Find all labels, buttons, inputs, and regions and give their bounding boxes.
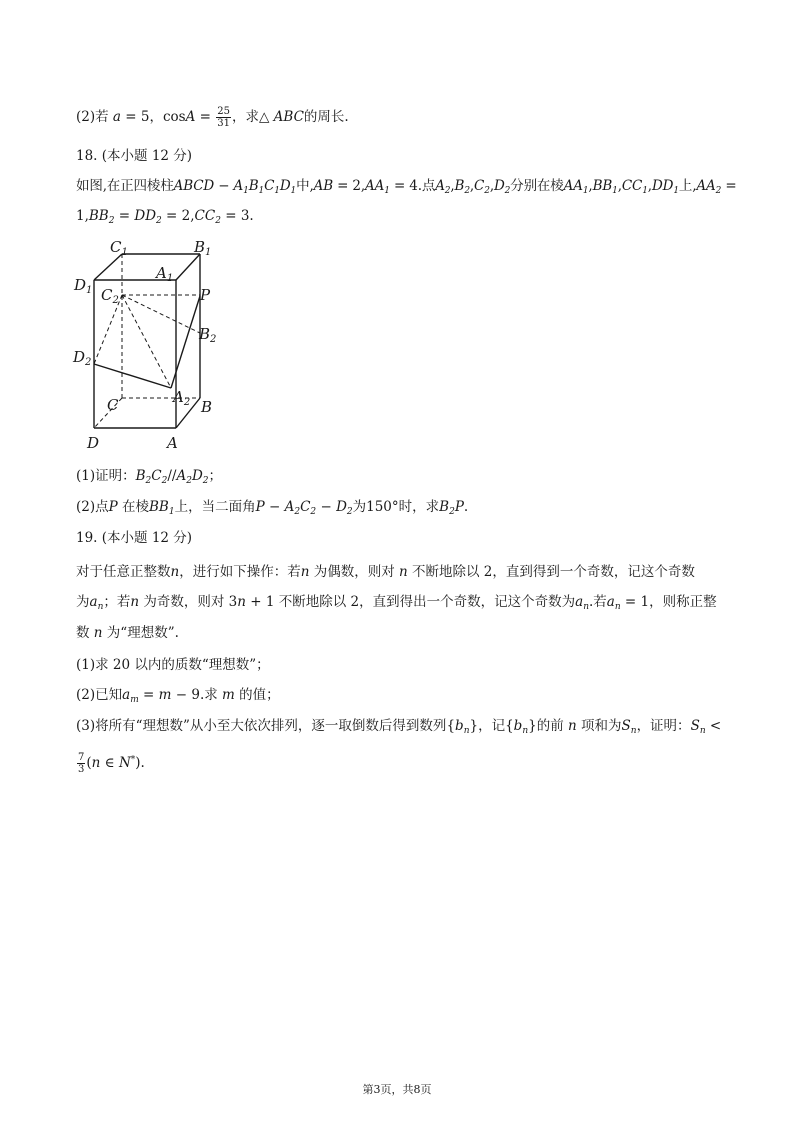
q19-p1-c: 为偶数，则对 bbox=[313, 564, 395, 580]
prism-figure bbox=[70, 238, 230, 458]
fraction-25-31: $\frac{25}{31}$ bbox=[217, 106, 230, 129]
q19-part3-b: ，记 bbox=[478, 718, 506, 734]
q18-header: 18. (本小题 12 分) bbox=[76, 148, 193, 164]
q19-part2-c: 的值； bbox=[239, 687, 280, 703]
q19-part2-a: (2)已知 bbox=[76, 687, 123, 703]
q17-sep: ， bbox=[149, 109, 163, 125]
q19-header: 19. (本小题 12 分) bbox=[76, 530, 193, 546]
q19-part2-b: .求 bbox=[199, 687, 218, 703]
q19-part3-line1: (3)将所有“理想数”从小至大依次排列，逐一取倒数后得到数列$\{b_n\}$，记$\{b_n\}$的前 n 项和为$S_n$，证明：$S_n$ < bbox=[76, 718, 722, 736]
label-A: A bbox=[167, 434, 178, 452]
q17-part2-suffix: ，求 bbox=[231, 109, 259, 125]
q19-part3-d: 项和为 bbox=[581, 718, 622, 734]
q18-part1-suffix: ； bbox=[208, 468, 223, 484]
q19-p1-a: 对于任意正整数 bbox=[76, 564, 171, 580]
q19-p2-c: 为奇数，则对 bbox=[143, 594, 225, 610]
q19-p2-b: ；若 bbox=[103, 594, 131, 610]
q19-part3-f: . bbox=[140, 755, 145, 771]
q19-part3-c: 的前 bbox=[536, 718, 564, 734]
label-D: D bbox=[87, 434, 100, 452]
q18-part2-e: . bbox=[463, 499, 469, 515]
q19-para-line1: 对于任意正整数n，进行如下操作：若n 为偶数，则对 n 不断地除以 2，直到得到一个奇数，记这个奇数 bbox=[76, 564, 695, 580]
label-D2: $D_2$ bbox=[73, 348, 92, 368]
q19-para-line2: 为$a_n$；若n 为奇数，则对 3n + 1 不断地除以 2，直到得出一个奇数，记这个奇数为$a_n$.若$a_n = 1$，则称正整 bbox=[76, 594, 717, 612]
q19-p1-b: ，进行如下操作：若 bbox=[179, 564, 301, 580]
label-B1: $B_1$ bbox=[194, 238, 212, 258]
q18-part1: (1)证明：$B_2C_2//A_2D_2$； bbox=[76, 468, 223, 486]
label-C2: $C_2$ bbox=[101, 286, 119, 306]
q18-intro-c: .点 bbox=[417, 178, 436, 194]
q19-part1: (1)求 20 以内的质数“理想数”； bbox=[76, 657, 270, 673]
label-A1: $A_1$ bbox=[156, 264, 174, 284]
q18-intro-a: 如图,在正四棱柱 bbox=[76, 178, 174, 194]
q19-part3-a: (3)将所有“理想数”从小至大依次排列，逐一取倒数后得到数列 bbox=[76, 718, 447, 734]
q19-part2: (2)已知$a_m = m - 9$.求 m 的值； bbox=[76, 687, 280, 705]
q18-part2-d: 为150°时，求 bbox=[352, 499, 440, 515]
q18-intro-b: 中, bbox=[296, 178, 314, 194]
q18-part2: (2)点P 在棱$BB_1$上，当二面角$P - A_2C_2 - D_2$为150°时，求$B_2P$. bbox=[76, 499, 469, 517]
q19-p3-a: 数 bbox=[76, 625, 90, 641]
label-B2: $B_2$ bbox=[199, 325, 217, 345]
q17-part2: (2)若 a = 5，cosA = $\frac{25}{31}$ ，求△ ABC的周长. bbox=[76, 106, 349, 129]
page-footer: 第3页，共8页 bbox=[362, 1083, 432, 1096]
q19-para-line3: 数 n 为“理想数”. bbox=[76, 625, 179, 641]
q18-intro-e: 上, bbox=[678, 178, 697, 194]
q19-p2-f: ，则称正整 bbox=[649, 594, 717, 610]
q18-part2-c: 上，当二面角 bbox=[174, 499, 256, 515]
q19-part3-line2: $\frac{7}{3}$ (n ∈ N*). bbox=[78, 752, 145, 775]
q18-part2-a: (2)点 bbox=[76, 499, 109, 515]
q17-part2-prefix: (2)若 bbox=[76, 109, 109, 125]
q19-part3-e: ，证明： bbox=[636, 718, 691, 734]
label-A2: $A_2$ bbox=[173, 388, 191, 408]
label-C: C bbox=[107, 396, 119, 414]
q18-intro-d: 分别在棱 bbox=[510, 178, 564, 194]
q19-p3-b: 为“理想数”. bbox=[106, 625, 179, 641]
fraction-7-3: $\frac{7}{3}$ bbox=[78, 752, 85, 775]
label-P: P bbox=[200, 286, 211, 304]
q18-part1-prefix: (1)证明： bbox=[76, 468, 136, 484]
label-B: B bbox=[201, 398, 213, 416]
q18-part2-b: 在棱 bbox=[122, 499, 150, 515]
q19-p2-a: 为 bbox=[76, 594, 90, 610]
q18-intro-line2: $1,BB_2 = DD_2 = 2,CC_2 = 3$. bbox=[76, 208, 254, 226]
q19-p1-d: 不断地除以 2，直到得到一个奇数，记这个奇数 bbox=[412, 564, 695, 580]
q19-p2-e: .若 bbox=[588, 594, 607, 610]
q18-intro-line1: 如图,在正四棱柱ABCD − $A_1B_1C_1D_1$中$,AB = 2,AA_1 = 4$.点$A_2,B_2,C_2,D_2$分别在棱$AA_1,BB_1,CC_1,DD_1$上$,AA_2$ = bbox=[76, 178, 737, 196]
q19-p2-d: 不断地除以 2，直到得出一个奇数，记这个奇数为 bbox=[278, 594, 576, 610]
label-D1: $D_1$ bbox=[74, 276, 93, 296]
label-C1: $C_1$ bbox=[110, 238, 128, 258]
q17-part2-tail: 的周长. bbox=[303, 109, 349, 125]
